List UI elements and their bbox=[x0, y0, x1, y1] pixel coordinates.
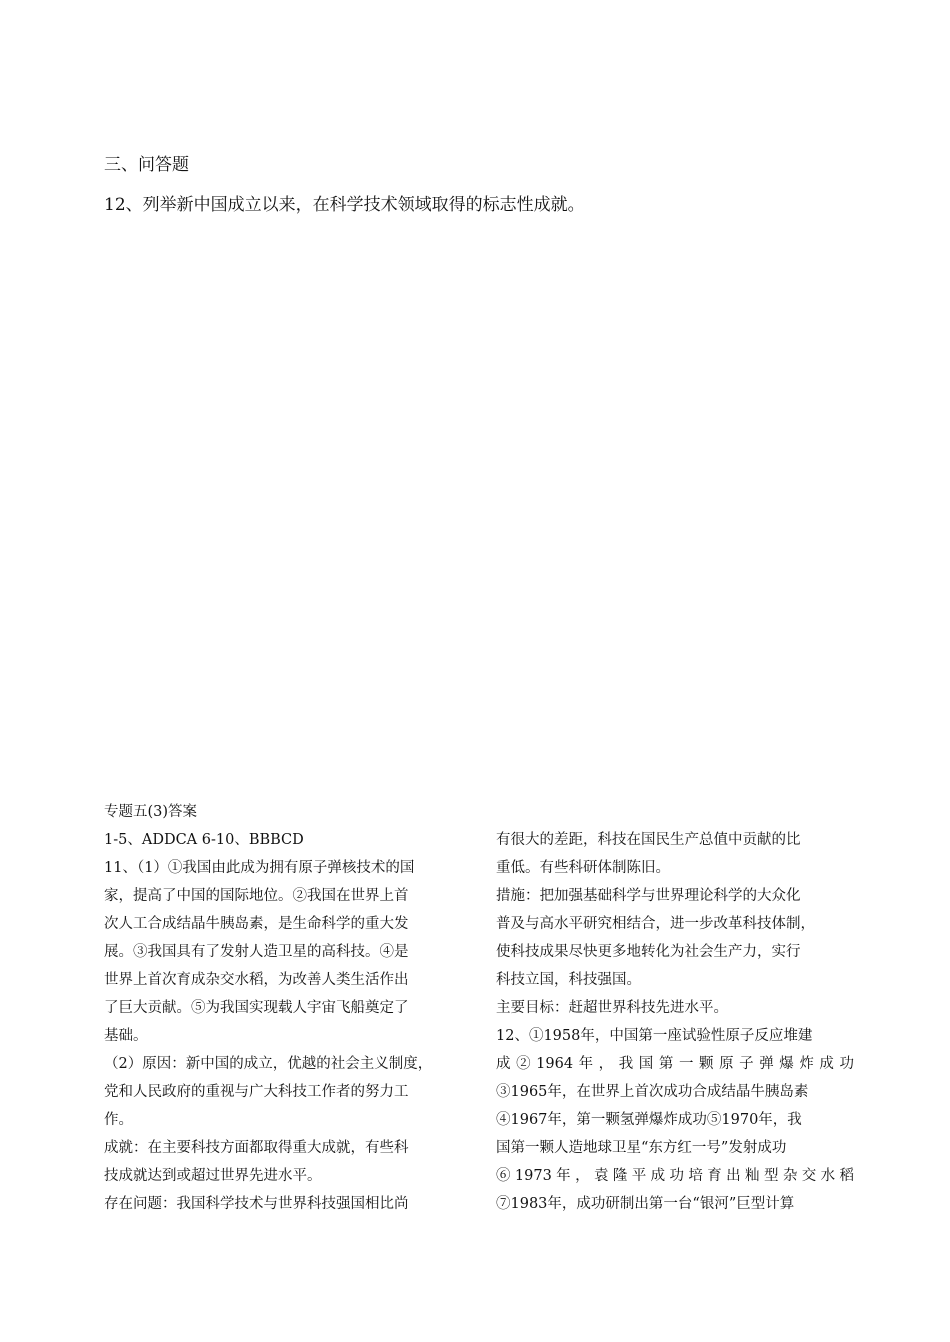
answer-line: 主要目标：赶超世界科技先进水平。 bbox=[496, 1000, 728, 1016]
answer-line: ③1965年，在世界上首次成功合成结晶牛胰岛素 bbox=[496, 1084, 809, 1100]
answer-line: ⑥1973年，袁隆平成功培育出籼型杂交水稻 bbox=[496, 1168, 854, 1184]
answer-line: 11、（1）①我国由此成为拥有原子弹核技术的国 bbox=[104, 860, 415, 876]
answer-line: 党和人民政府的重视与广大科技工作者的努力工 bbox=[104, 1084, 409, 1100]
answer-line: 存在问题：我国科学技术与世界科技强国相比尚 bbox=[104, 1196, 409, 1212]
answer-line: 1-5、ADDCA 6-10、BBBCD bbox=[104, 832, 304, 848]
answer-line: 作。 bbox=[104, 1112, 133, 1128]
answer-line: 展。③我国具有了发射人造卫星的高科技。④是 bbox=[104, 944, 409, 960]
answer-line: 了巨大贡献。⑤为我国实现载人宇宙飞船奠定了 bbox=[104, 1000, 409, 1016]
answer-line: 技成就达到或超过世界先进水平。 bbox=[104, 1168, 322, 1184]
answer-line: 措施：把加强基础科学与世界理论科学的大众化 bbox=[496, 888, 801, 904]
answer-left-column bbox=[104, 798, 464, 1218]
answer-line: ⑦1983年，成功研制出第一台“银河”巨型计算 bbox=[496, 1196, 795, 1212]
question-12: 12、列举新中国成立以来，在科学技术领域取得的标志性成就。 bbox=[104, 195, 585, 215]
answer-line: 重低。有些科研体制陈旧。 bbox=[496, 860, 670, 876]
answer-line: 国第一颗人造地球卫星“东方红一号”发射成功 bbox=[496, 1140, 787, 1156]
answer-line: 成就：在主要科技方面都取得重大成就，有些科 bbox=[104, 1140, 409, 1156]
answer-line: 世界上首次育成杂交水稻，为改善人类生活作出 bbox=[104, 972, 409, 988]
answer-line: 使科技成果尽快更多地转化为社会生产力，实行 bbox=[496, 944, 801, 960]
answer-right-column bbox=[496, 826, 854, 1218]
answer-line: 成②1964年，我国第一颗原子弹爆炸成功 bbox=[496, 1056, 854, 1072]
answer-line: 家，提高了中国的国际地位。②我国在世界上首 bbox=[104, 888, 409, 904]
answer-line: 12、①1958年，中国第一座试验性原子反应堆建 bbox=[496, 1028, 813, 1044]
answer-line: 基础。 bbox=[104, 1028, 148, 1044]
answer-heading: 专题五(3)答案 bbox=[104, 804, 198, 820]
answer-line: 普及与高水平研究相结合，进一步改革科技体制， bbox=[496, 916, 815, 932]
answer-line: 有很大的差距，科技在国民生产总值中贡献的比 bbox=[496, 832, 801, 848]
answer-line: 科技立国，科技强国。 bbox=[496, 972, 641, 988]
answer-line: 次人工合成结晶牛胰岛素，是生命科学的重大发 bbox=[104, 916, 409, 932]
answer-line: （2）原因：新中国的成立，优越的社会主义制度， bbox=[104, 1056, 433, 1072]
section-title: 三、问答题 bbox=[104, 155, 189, 175]
answer-line: ④1967年，第一颗氢弹爆炸成功⑤1970年，我 bbox=[496, 1112, 802, 1128]
